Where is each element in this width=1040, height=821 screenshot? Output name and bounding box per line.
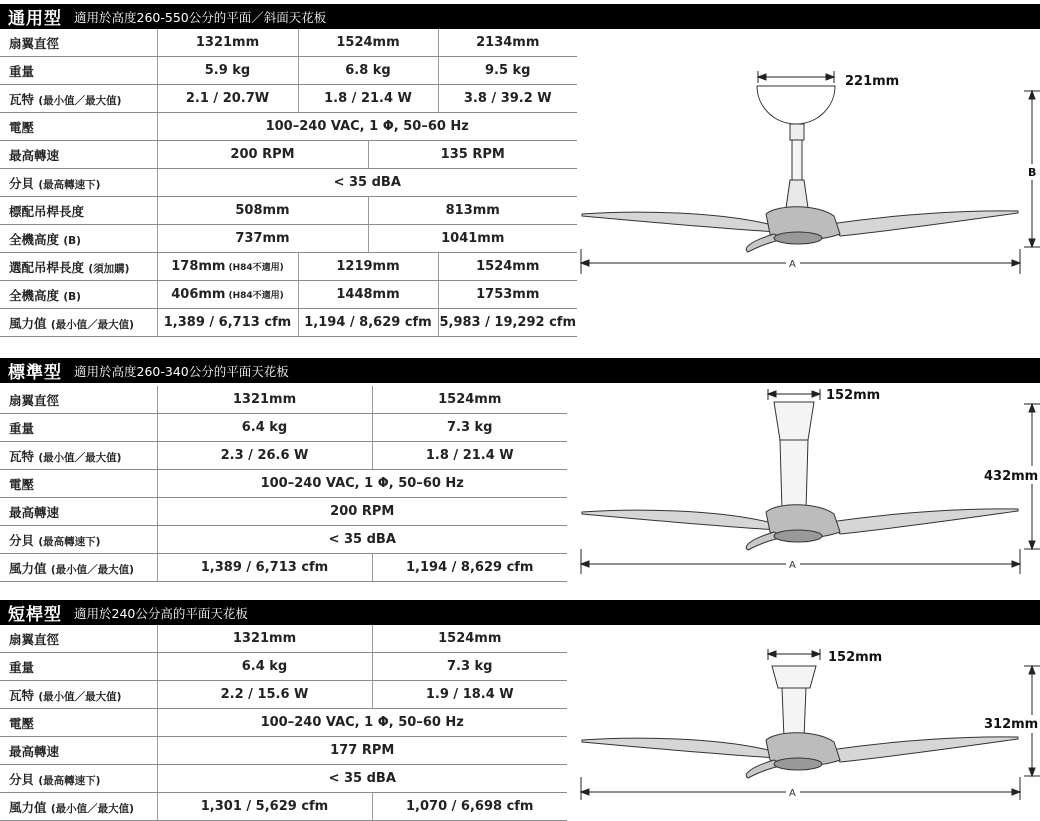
diagram-height-label: 312mm (984, 717, 1039, 732)
spec-value-text: 200 RPM (230, 147, 295, 162)
spec-label (0, 470, 157, 498)
spec-value-text: 1321mm (232, 392, 297, 407)
spec-value (157, 765, 567, 793)
spec-label-sub: (B) (63, 290, 81, 303)
spec-row (0, 57, 577, 85)
spec-value (368, 197, 577, 225)
diagram-width-label: A (789, 560, 796, 571)
spec-value-text: 1321mm (232, 631, 297, 646)
spec-value-text: 1,389 / 6,713 cfm (200, 560, 329, 575)
spec-label-sub: (最高轉速下) (38, 178, 101, 191)
spec-row (0, 197, 577, 225)
spec-value (157, 793, 372, 821)
spec-value-text: < 35 dBA (333, 175, 401, 190)
spec-value (157, 442, 372, 470)
spec-label (0, 681, 157, 709)
section-header (0, 600, 1040, 625)
spec-table (0, 29, 577, 337)
spec-value-text: 1.9 / 18.4 W (425, 687, 514, 702)
spec-value-text: 5.9 kg (204, 63, 251, 78)
spec-value (298, 309, 438, 337)
spec-value (157, 141, 368, 169)
spec-label (0, 253, 157, 281)
spec-label-text: 最高轉速 (9, 504, 60, 520)
spec-label (0, 169, 157, 197)
spec-label (0, 57, 157, 85)
spec-value (372, 793, 567, 821)
spec-row (0, 281, 577, 309)
spec-value-text: 1,070 / 6,698 cfm (406, 799, 534, 814)
section-description: 適用於高度260-340公分的平面天花板 (74, 363, 289, 379)
spec-label-text: 標配吊桿長度 (9, 203, 85, 219)
spec-value (298, 57, 438, 85)
spec-label-text: 風力值 (9, 315, 47, 331)
spec-label-sub: (最小值／最大值) (38, 451, 122, 464)
spec-value (157, 57, 298, 85)
diagram-top-dimension: 152mm (826, 388, 881, 403)
spec-value (157, 197, 368, 225)
spec-label (0, 625, 157, 653)
spec-row (0, 526, 567, 554)
spec-label-sub: (B) (63, 234, 81, 247)
spec-value-text: 3.8 / 39.2 W (463, 91, 552, 106)
spec-value (438, 29, 577, 57)
spec-row (0, 386, 567, 414)
spec-label-text: 全機高度 (9, 231, 60, 247)
spec-value (368, 225, 577, 253)
spec-label-text: 最高轉速 (9, 147, 60, 163)
spec-value (157, 113, 577, 141)
spec-value (372, 442, 567, 470)
spec-value (438, 85, 577, 113)
spec-label (0, 281, 157, 309)
spec-value-text: < 35 dBA (328, 771, 396, 786)
spec-value-text: 7.3 kg (446, 659, 493, 674)
spec-value (157, 29, 298, 57)
spec-row (0, 29, 577, 57)
spec-value (157, 309, 298, 337)
spec-value-text: 9.5 kg (484, 63, 531, 78)
section-type-title: 標準型 (8, 363, 62, 383)
spec-row (0, 113, 577, 141)
spec-value (372, 625, 567, 653)
spec-value (157, 169, 577, 197)
spec-row (0, 793, 567, 821)
spec-value (372, 681, 567, 709)
spec-value-text: 1,194 / 8,629 cfm (406, 560, 534, 575)
section-standard (0, 358, 1040, 578)
spec-value-text: 6.4 kg (241, 420, 288, 435)
spec-label (0, 653, 157, 681)
spec-row (0, 765, 567, 793)
spec-value-text: 1524mm (336, 35, 400, 50)
spec-label-sub: (須加購) (88, 262, 130, 275)
spec-label (0, 386, 157, 414)
spec-row (0, 253, 577, 281)
section-header (0, 358, 1040, 383)
diagram-width-label: A (789, 259, 796, 270)
spec-value-text: 1.8 / 21.4 W (425, 448, 514, 463)
spec-value (372, 414, 567, 442)
spec-value (298, 281, 438, 309)
spec-label (0, 113, 157, 141)
section-type-title: 通用型 (8, 9, 62, 29)
spec-label-sub: (最小值／最大值) (50, 802, 134, 815)
spec-value (372, 386, 567, 414)
diagram-top-dimension: 152mm (828, 650, 883, 665)
spec-row (0, 653, 567, 681)
spec-label-text: 分貝 (9, 175, 35, 191)
spec-value (157, 253, 298, 281)
spec-table-body (0, 625, 567, 821)
spec-value-text: 508mm (235, 203, 290, 218)
spec-value-text: 178mm (171, 259, 226, 274)
section-description: 適用於高度260-550公分的平面／斜面天花板 (74, 9, 327, 25)
spec-value (438, 57, 577, 85)
spec-value-text: 1524mm (438, 392, 502, 407)
spec-label-text: 瓦特 (9, 687, 35, 703)
diagram-height-label: 432mm (984, 469, 1039, 484)
spec-label-sub: (最高轉速下) (38, 774, 101, 787)
spec-value-text: 7.3 kg (446, 420, 493, 435)
spec-value-note: (H84不適用) (228, 263, 284, 273)
spec-value-text: 1321mm (195, 35, 260, 50)
spec-label-text: 重量 (9, 659, 35, 675)
spec-label-sub: (最小值／最大值) (38, 94, 122, 107)
fan-dimension-diagram (578, 644, 1040, 804)
spec-label-sub: (最高轉速下) (38, 535, 101, 548)
spec-row (0, 681, 567, 709)
diagram-height-label: B (1028, 166, 1037, 179)
spec-value (372, 554, 567, 582)
spec-label-sub: (最小值／最大值) (38, 690, 122, 703)
spec-value-text: 200 RPM (330, 504, 395, 519)
spec-value (157, 414, 372, 442)
spec-value-text: 406mm (171, 287, 226, 302)
spec-value-text: 1219mm (336, 259, 400, 274)
spec-label (0, 442, 157, 470)
spec-value (298, 29, 438, 57)
spec-value (157, 85, 298, 113)
spec-label-text: 風力值 (9, 799, 47, 815)
spec-table (0, 386, 567, 582)
spec-value-text: 6.8 kg (345, 63, 391, 78)
section-header (0, 4, 1040, 29)
spec-value (368, 141, 577, 169)
spec-value (157, 470, 567, 498)
spec-value-text: 1448mm (336, 287, 400, 302)
spec-value-text: 1,194 / 8,629 cfm (304, 315, 432, 330)
spec-row (0, 737, 567, 765)
spec-value-text: 2134mm (476, 35, 540, 50)
spec-row (0, 85, 577, 113)
spec-value (157, 526, 567, 554)
spec-value (157, 386, 372, 414)
spec-label-text: 分貝 (9, 532, 35, 548)
spec-value-text: 135 RPM (440, 147, 505, 162)
spec-value-text: 6.4 kg (241, 659, 288, 674)
spec-label-text: 扇翼直徑 (9, 631, 60, 647)
spec-label (0, 498, 157, 526)
spec-value (157, 225, 368, 253)
section-type-title: 短桿型 (8, 605, 62, 625)
spec-label (0, 737, 157, 765)
spec-value-text: < 35 dBA (328, 532, 396, 547)
spec-value-text: 2.2 / 15.6 W (220, 687, 309, 702)
spec-label-text: 瓦特 (9, 448, 35, 464)
spec-label-text: 選配吊桿長度 (9, 259, 85, 275)
spec-value (298, 253, 438, 281)
spec-row (0, 554, 567, 582)
spec-row (0, 169, 577, 197)
section-short-rod (0, 600, 1040, 819)
spec-label (0, 554, 157, 582)
spec-label-text: 全機高度 (9, 287, 60, 303)
spec-label-text: 電壓 (9, 119, 35, 135)
spec-label-text: 風力值 (9, 560, 47, 576)
spec-label-sub: (最小值／最大值) (50, 563, 134, 576)
spec-row (0, 414, 567, 442)
spec-label-text: 重量 (9, 63, 35, 79)
spec-value-text: 1,301 / 5,629 cfm (200, 799, 329, 814)
spec-value-text: 813mm (445, 203, 500, 218)
spec-value (157, 709, 567, 737)
spec-value (157, 281, 298, 309)
spec-label-text: 扇翼直徑 (9, 35, 60, 51)
spec-value-text: 2.3 / 26.6 W (220, 448, 309, 463)
section-description: 適用於240公分高的平面天花板 (74, 605, 248, 621)
spec-value (438, 309, 577, 337)
spec-value-text: 1753mm (476, 287, 540, 302)
spec-value-text: 2.1 / 20.7W (185, 91, 270, 106)
spec-value-text: 177 RPM (330, 743, 395, 758)
spec-table (0, 625, 567, 821)
spec-value (438, 253, 577, 281)
diagram-width-label: A (789, 788, 796, 799)
spec-label-text: 重量 (9, 420, 35, 436)
spec-label (0, 414, 157, 442)
spec-row (0, 470, 567, 498)
fan-dimension-diagram (578, 64, 1040, 279)
spec-label (0, 309, 157, 337)
spec-value-text: 1524mm (438, 631, 502, 646)
spec-value (157, 625, 372, 653)
spec-row (0, 309, 577, 337)
spec-value (157, 737, 567, 765)
spec-row (0, 442, 567, 470)
spec-value-text: 100–240 VAC, 1 Φ, 50–60 Hz (260, 715, 464, 730)
spec-label (0, 793, 157, 821)
spec-label-sub: (最小值／最大值) (50, 318, 134, 331)
spec-row (0, 498, 567, 526)
spec-row (0, 625, 567, 653)
spec-table-body (0, 386, 567, 582)
spec-value-text: 1.8 / 21.4 W (324, 91, 412, 106)
spec-label (0, 765, 157, 793)
spec-row (0, 709, 567, 737)
spec-value-text: 1041mm (441, 231, 505, 246)
spec-value (157, 554, 372, 582)
spec-label (0, 197, 157, 225)
spec-label-text: 最高轉速 (9, 743, 60, 759)
spec-row (0, 141, 577, 169)
diagram-top-dimension: 221mm (845, 74, 900, 89)
spec-label-text: 電壓 (9, 476, 35, 492)
spec-row (0, 225, 577, 253)
spec-value-text: 1,389 / 6,713 cfm (163, 315, 292, 330)
spec-label-text: 瓦特 (9, 91, 35, 107)
spec-label (0, 85, 157, 113)
section-universal (0, 4, 1040, 339)
spec-value (438, 281, 577, 309)
spec-label-text: 扇翼直徑 (9, 392, 60, 408)
spec-value-text: 100–240 VAC, 1 Φ, 50–60 Hz (260, 476, 464, 491)
spec-value-text: 737mm (235, 231, 290, 246)
spec-value (298, 85, 438, 113)
spec-value (372, 653, 567, 681)
spec-value (157, 653, 372, 681)
spec-label-text: 電壓 (9, 715, 35, 731)
spec-value (157, 498, 567, 526)
spec-value-text: 1524mm (476, 259, 540, 274)
spec-value (157, 681, 372, 709)
spec-value-text: 100–240 VAC, 1 Φ, 50–60 Hz (265, 119, 469, 134)
spec-label (0, 225, 157, 253)
spec-table-body (0, 29, 577, 337)
fan-dimension-diagram (578, 384, 1040, 580)
spec-label (0, 709, 157, 737)
spec-label (0, 29, 157, 57)
spec-label-text: 分貝 (9, 771, 35, 787)
spec-label (0, 141, 157, 169)
spec-value-text: 5,983 / 19,292 cfm (439, 315, 577, 330)
spec-value-note: (H84不適用) (228, 291, 284, 301)
spec-label (0, 526, 157, 554)
